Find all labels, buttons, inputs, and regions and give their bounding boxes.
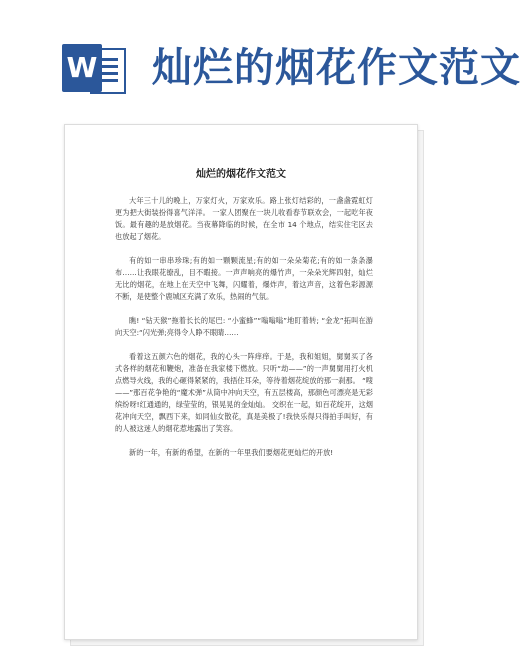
document-title: 灿烂的烟花作文范文 — [196, 169, 286, 180]
document-page — [64, 124, 418, 640]
paragraph: 看着这五颜六色的烟花，我的心头一阵痒痒。于是，我和姐姐，舅舅买了各式各样的烟花和鞭炮，准备在我家楼下燃放。只听“劫——”的一声舅舅用打火机点燃导火线，我的心砸得紧紧的，我捂住耳朵，等待着烟花绽放的那一刹那。 “嗖——”那百花争艳的“魔术弹”从筒中冲向天空，有五层楼高，那颜色可漂亮是无彩缤纷呀!红通通的，绿莹莹的，银晃晃的金灿灿。 交织在一起，如百花绽开，这烟花冲向天空，飘西下来，如同仙女散花，真是美极了!我快乐得只得拍手叫好，有的人被这迷人的烟花惹地露出了笑容。 — [115, 352, 373, 433]
document-body — [115, 195, 373, 471]
page-title: 灿烂的烟花作文范文 — [152, 45, 521, 91]
paragraph: 瞧! “钻天猴”拖着长长的尾巴: “小蜜蜂”“嗡嗡嗡”地盯着转; “金龙”拓叫在游向天空:“闪光弹;亮得令人睁不眼睛…… — [115, 316, 373, 337]
paragraph: 大年三十儿的晚上，万家灯火，万家欢乐。路上张灯结彩的，一盏盏霓虹灯更为把大街装扮得喜气洋洋。 一家人团聚在一块儿收看春节联欢会，一起吃年夜饭。最有趣的是放烟花。当夜幕降临的时候，在全市 14 个地点，结实住宅区去也放起了烟花。 — [115, 196, 373, 241]
paragraph: 有的如一串串珍珠;有的如一颗颗流星;有的如一朵朵菊花;有的如一条条瀑布……让我眼花缭乱，目不暇接。一声声响亮的爆竹声，一朵朵光辉四射，灿烂无比的烟花，在地上在天空中飞舞，闪耀着，爆炸声，着这声音，这着色彩源源不断，是使整个鹿城区充满了欢乐，热闹的气氛。 — [115, 256, 373, 301]
header — [0, 0, 521, 110]
word-letter: W — [62, 44, 102, 92]
paragraph: 新的一年，有新的希望，在新的一年里我们要烟花更灿烂的开放! — [129, 448, 334, 457]
word-icon — [62, 44, 128, 96]
